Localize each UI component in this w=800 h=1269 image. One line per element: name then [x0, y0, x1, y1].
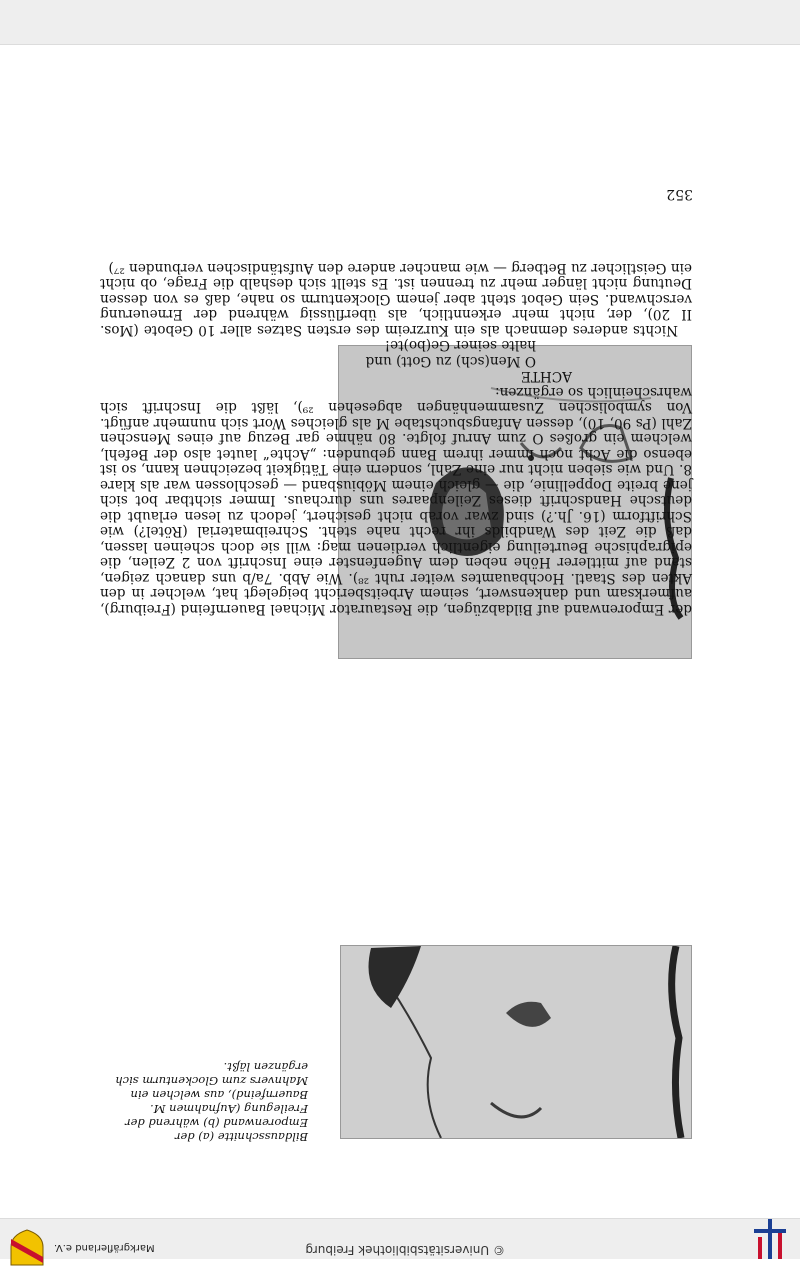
- photo-b-graphic: [341, 946, 691, 1138]
- paragraph: der Emporenwand auf Bildabzügen, die Restaurator Michael Bauernfeind (Freiburg), aufmerksam und dankenswert, seinem Arbeitsbericht beigelegt hat, welcher in den Akten des Staatl. Hochbauamtes weiter ruht ²⁸). Wie Abb. 7a/b uns danach zeigen, stand auf mittlerer Höhe neben dem Augenfenster eine Inschrift von 2 Zeilen, die epigraphische Beurteilung eigentlich verdienen mag: will sie doch scheinen lassen, daß die Zeit des Wandbilds ihr recht nahe steht. Schreibmaterial (Rötel?) wie Schriftform (16. Jh.?) sind zwar vorab nicht gesichert, jedoch zu lesen erlaubt die deutsche Handschrift dieses Zeilenpaares uns durchaus. Immer sichtbar bot sich jene breite Doppellinie, die — gleich einem Möbiusband — geschlossen war als klare 8. Und wie sieben nicht nur eine Zahl, sondern eine Tätigkeit bezeichnen kann, so ist ebenso die Acht noch immer ihrem Bann gebunden: „Achte“ lautet also der Befehl, welchem ein großes O zum Anruf folgte. 80 nähme gar Bezug auf eines Menschen Zahl (Ps 90, 10), dessen Anfangsbuchstabe M als gleiches Wort sich nunmehr anfügt. Von symbolischen Zusammenhängen abgesehen ²⁹), läßt die Inschrift sich wahrscheinlich so ergänzen:: [100, 384, 692, 617]
- page-number: 352: [666, 186, 693, 202]
- viewer-top-strip: [0, 1218, 800, 1259]
- library-credit-top: © Universitätsbibliothek Freiburg: [305, 1243, 505, 1257]
- association-label-top: Markgräflerland e.V.: [54, 1242, 155, 1253]
- verse-line: O Men(sch) zu Gott) und: [365, 353, 536, 369]
- verse-line: halte seiner Ge(bo)te!: [384, 337, 536, 354]
- body-text: [100, 260, 692, 617]
- verse-title: ACHTE: [520, 368, 572, 385]
- paragraph: Nichts anderes demnach als ein Kurzreim des ersten Satzes aller 10 Gebote (Mos. II 20), der, nicht mehr erkenntlich, als überflüssig während der Erneuerung verschwand. Sein Gebot steht aber jenem Glockenturm so nahe, daß es von dessen Deutung nicht länger mehr zu trennen ist. Es stellt sich deshalb die Frage, ob nicht ein Geistlicher zu Betberg — wie mancher andere den Aufständischen verbunden ²⁷): [100, 260, 692, 338]
- coat-of-arms-icon: [8, 1229, 46, 1269]
- viewer-header-bar: [0, 0, 800, 45]
- figure-caption: Bildausschnitte (a) der Emporenwand (b) während der Freilegung (Aufnahmen M. Bauernfeind), aus welchen ein Mahnvers zum Glockenturm sich ergänzen läßt.: [115, 1060, 308, 1144]
- photo-wall-detail-b: [340, 945, 692, 1139]
- university-logo-icon: [754, 1219, 786, 1259]
